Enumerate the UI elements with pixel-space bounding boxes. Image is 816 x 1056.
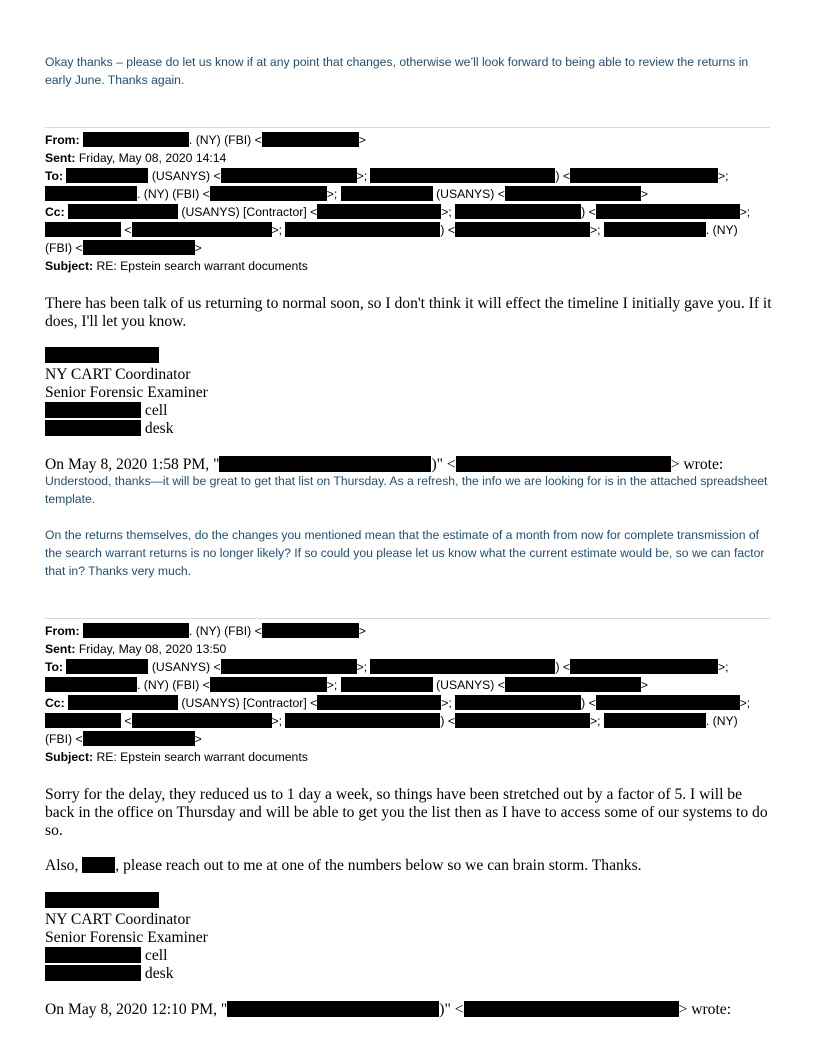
redaction (505, 186, 641, 201)
redaction (262, 623, 359, 638)
reply-paragraph: On the returns themselves, do the changes you mentioned mean that the estimate of a month from now for complete transmission of the search warrant returns is no longer likely? If so could you please let us know what the current estimate would be, so we can factor that in? Thanks very much. (45, 528, 765, 578)
signature-desk: desk (45, 965, 174, 983)
cc-line: Cc: (USANYS) [Contractor] < >; ) < >; (45, 696, 751, 710)
redaction (370, 168, 555, 183)
redaction (262, 132, 359, 147)
redaction (570, 659, 718, 674)
redaction (83, 240, 195, 255)
redaction (210, 186, 327, 201)
from-line: From: . (NY) (FBI) < > (45, 624, 366, 638)
signature-title: Senior Forensic Examiner (45, 929, 208, 946)
redaction (317, 695, 441, 710)
intro-message: Okay thanks – please do let us know if at any point that changes, otherwise we’ll look forward to being able to review the returns in early June. Thanks again. (45, 55, 749, 87)
cc-line-continued: < >; ) < >; . (NY) (45, 712, 775, 730)
redaction (221, 168, 357, 183)
from-line: From: . (NY) (FBI) < > (45, 133, 366, 147)
redaction (219, 456, 431, 472)
redaction (370, 659, 555, 674)
redaction (83, 623, 189, 638)
signature-name (45, 347, 159, 365)
redaction (227, 1001, 439, 1017)
redaction (45, 947, 141, 963)
redaction (317, 204, 441, 219)
redaction (341, 186, 433, 201)
cc-line: Cc: (USANYS) [Contractor] < >; ) < >; (45, 205, 751, 219)
redaction (83, 731, 195, 746)
to-line: To: (USANYS) < >; ) < >; (45, 169, 729, 183)
signature-cell: cell (45, 947, 167, 965)
redaction (45, 222, 121, 237)
redaction (604, 713, 706, 728)
signature-name (45, 892, 159, 910)
to-line-continued: . (NY) (FBI) < >; (USANYS) < > (45, 676, 775, 694)
redaction (341, 677, 433, 692)
redaction (45, 420, 141, 436)
divider (45, 618, 770, 619)
redaction (456, 456, 671, 472)
redaction (596, 204, 740, 219)
redaction (285, 713, 440, 728)
redaction (464, 1001, 679, 1017)
signature-desk: desk (45, 420, 174, 438)
cc-line-continued: < >; ) < >; . (NY) (45, 221, 775, 239)
cc-line-end: (FBI) < > (45, 732, 202, 746)
redaction (45, 713, 121, 728)
redaction (45, 965, 141, 981)
redaction (285, 222, 440, 237)
redaction (505, 677, 641, 692)
redaction (596, 695, 740, 710)
redaction (132, 713, 272, 728)
to-line-continued: . (NY) (FBI) < >; (USANYS) < > (45, 185, 775, 203)
redaction (455, 204, 581, 219)
sent-line: Sent: Friday, May 08, 2020 13:50 (45, 642, 227, 656)
redaction (132, 222, 272, 237)
redaction (604, 222, 706, 237)
redaction (210, 677, 327, 692)
redaction (82, 857, 115, 873)
redaction (45, 892, 159, 908)
redaction (83, 132, 189, 147)
redaction (570, 168, 718, 183)
redaction (66, 659, 148, 674)
signature-title: NY CART Coordinator (45, 911, 191, 928)
divider (45, 127, 770, 128)
redaction (45, 186, 137, 201)
wrote-line: On May 8, 2020 1:58 PM, " )" < > wrote: (45, 456, 724, 473)
wrote-line: On May 8, 2020 12:10 PM, " )" < > wrote: (45, 1001, 732, 1018)
redaction (455, 222, 590, 237)
signature-cell: cell (45, 402, 167, 420)
reply-paragraph: Understood, thanks—it will be great to get that list on Thursday. As a refresh, the info we are looking for is in the attached spreadsheet template. (45, 474, 768, 506)
redaction (455, 695, 581, 710)
sent-line: Sent: Friday, May 08, 2020 14:14 (45, 151, 227, 165)
to-line: To: (USANYS) < >; ) < >; (45, 660, 729, 674)
redaction (45, 677, 137, 692)
redaction (221, 659, 357, 674)
redaction (68, 695, 178, 710)
subject-line: Subject: RE: Epstein search warrant documents (45, 259, 308, 273)
cc-line-end: (FBI) < > (45, 241, 202, 255)
redaction (66, 168, 148, 183)
redaction (45, 402, 141, 418)
redaction (68, 204, 178, 219)
subject-line: Subject: RE: Epstein search warrant documents (45, 750, 308, 764)
signature-title: NY CART Coordinator (45, 366, 191, 383)
redaction (45, 347, 159, 363)
email-body: Sorry for the delay, they reduced us to 1 day a week, so things have been stretched out by a factor of 5. I will be back in the office on Thursday and will be able to get you the list then as I have to access some of our systems to do so. (45, 786, 768, 839)
email-body: There has been talk of us returning to normal soon, so I don't think it will effect the timeline I initially gave you. If it does, I'll let you know. (45, 295, 772, 330)
email-body-also: Also, , please reach out to me at one of the numbers below so we can brain storm. Thanks. (45, 857, 642, 874)
redaction (455, 713, 590, 728)
signature-title: Senior Forensic Examiner (45, 384, 208, 401)
